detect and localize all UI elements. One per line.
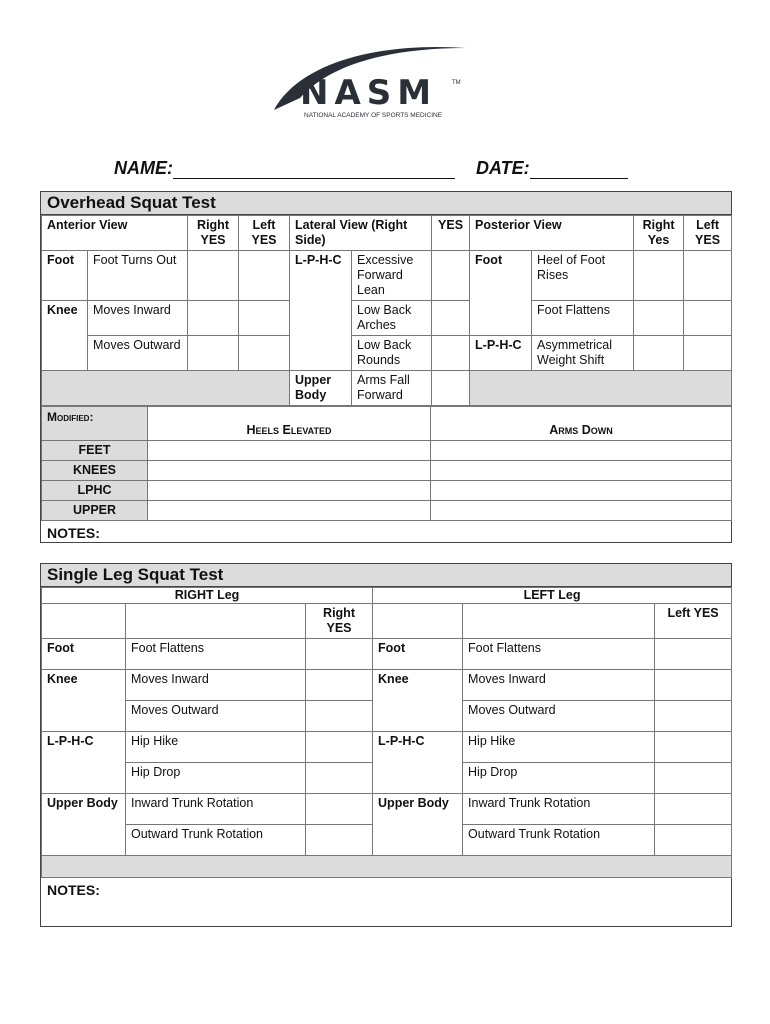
anterior-knee-item: Moves Outward bbox=[88, 336, 188, 371]
logo-subtitle: NATIONAL ACADEMY OF SPORTS MEDICINE bbox=[304, 112, 443, 119]
checkbox-cell[interactable] bbox=[432, 301, 470, 336]
modified-row-lphc: LPHC bbox=[42, 481, 148, 501]
modified-row-feet: FEET bbox=[42, 441, 148, 461]
name-label: NAME: bbox=[114, 158, 173, 178]
checkbox-cell[interactable] bbox=[239, 336, 290, 371]
right-item: Moves Inward bbox=[126, 670, 306, 701]
checkbox-cell[interactable] bbox=[432, 251, 470, 301]
lateral-lphc-item: Low Back Arches bbox=[352, 301, 432, 336]
left-region-knee: Knee bbox=[373, 670, 463, 732]
anterior-view-header: Anterior View bbox=[42, 216, 188, 251]
checkbox-cell[interactable] bbox=[655, 794, 732, 825]
sls-blank-row bbox=[42, 856, 732, 878]
posterior-view-header: Posterior View bbox=[470, 216, 634, 251]
lateral-lphc-label: L-P-H-C bbox=[290, 251, 352, 371]
checkbox-cell[interactable] bbox=[655, 732, 732, 763]
checkbox-cell[interactable] bbox=[306, 732, 373, 763]
checkbox-cell[interactable] bbox=[655, 825, 732, 856]
right-item: Inward Trunk Rotation bbox=[126, 794, 306, 825]
right-leg-header: RIGHT Leg bbox=[42, 588, 373, 604]
checkbox-cell[interactable] bbox=[239, 301, 290, 336]
checkbox-cell[interactable] bbox=[684, 336, 732, 371]
checkbox-cell[interactable] bbox=[634, 336, 684, 371]
sls-notes-label: NOTES: bbox=[47, 882, 100, 898]
checkbox-cell[interactable] bbox=[188, 336, 239, 371]
ohs-table bbox=[41, 215, 732, 406]
single-leg-squat-section bbox=[40, 563, 732, 927]
checkbox-cell[interactable] bbox=[188, 251, 239, 301]
left-item: Inward Trunk Rotation bbox=[463, 794, 655, 825]
overhead-squat-section bbox=[40, 191, 732, 543]
left-region-upper-body: Upper Body bbox=[373, 794, 463, 856]
posterior-left-header: Left YES bbox=[684, 216, 732, 251]
entry-cell[interactable] bbox=[148, 501, 431, 521]
left-item: Hip Hike bbox=[463, 732, 655, 763]
checkbox-cell[interactable] bbox=[239, 251, 290, 301]
modified-label: Modified: bbox=[47, 410, 94, 424]
lateral-view-header: Lateral View (Right Side) bbox=[290, 216, 432, 251]
entry-cell[interactable] bbox=[148, 461, 431, 481]
posterior-foot-item: Foot Flattens bbox=[532, 301, 634, 336]
date-line bbox=[476, 158, 628, 179]
anterior-knee-item: Moves Inward bbox=[88, 301, 188, 336]
checkbox-cell[interactable] bbox=[655, 639, 732, 670]
modified-row-upper: UPPER bbox=[42, 501, 148, 521]
checkbox-cell[interactable] bbox=[655, 763, 732, 794]
heels-elevated-header: Heels Elevated bbox=[148, 407, 431, 441]
anterior-foot-label: Foot bbox=[42, 251, 88, 301]
lateral-lphc-item: Low Back Rounds bbox=[352, 336, 432, 371]
checkbox-cell[interactable] bbox=[432, 336, 470, 371]
right-region-lphc: L-P-H-C bbox=[42, 732, 126, 794]
anterior-right-header: Right YES bbox=[188, 216, 239, 251]
posterior-right-header: Right Yes bbox=[634, 216, 684, 251]
modified-table bbox=[41, 406, 732, 521]
entry-cell[interactable] bbox=[431, 441, 732, 461]
left-item: Moves Outward bbox=[463, 701, 655, 732]
right-item: Hip Drop bbox=[126, 763, 306, 794]
left-region-lphc: L-P-H-C bbox=[373, 732, 463, 794]
checkbox-cell[interactable] bbox=[306, 639, 373, 670]
right-yes-header: Right YES bbox=[306, 604, 373, 639]
checkbox-cell[interactable] bbox=[306, 670, 373, 701]
checkbox-cell[interactable] bbox=[684, 251, 732, 301]
lateral-upper-label: Upper Body bbox=[290, 371, 352, 406]
anterior-knee-label: Knee bbox=[42, 301, 88, 371]
posterior-lphc-label: L-P-H-C bbox=[470, 336, 532, 371]
entry-cell[interactable] bbox=[431, 501, 732, 521]
checkbox-cell[interactable] bbox=[684, 301, 732, 336]
lateral-upper-item: Arms Fall Forward bbox=[352, 371, 432, 406]
entry-cell[interactable] bbox=[148, 441, 431, 461]
checkbox-cell[interactable] bbox=[655, 670, 732, 701]
nasm-logo bbox=[270, 42, 470, 122]
ohs-notes-label: NOTES: bbox=[47, 525, 100, 541]
date-label: DATE: bbox=[476, 158, 530, 178]
right-item: Hip Hike bbox=[126, 732, 306, 763]
ohs-title: Overhead Squat Test bbox=[41, 192, 731, 215]
left-region-foot: Foot bbox=[373, 639, 463, 670]
anterior-blank-row bbox=[42, 371, 290, 406]
name-line bbox=[114, 158, 455, 179]
right-item: Moves Outward bbox=[126, 701, 306, 732]
checkbox-cell[interactable] bbox=[655, 701, 732, 732]
checkbox-cell[interactable] bbox=[306, 763, 373, 794]
checkbox-cell[interactable] bbox=[188, 301, 239, 336]
checkbox-cell[interactable] bbox=[634, 301, 684, 336]
lateral-yes-header: YES bbox=[432, 216, 470, 251]
posterior-lphc-item: Asymmetrical Weight Shift bbox=[532, 336, 634, 371]
date-field[interactable] bbox=[530, 158, 628, 179]
left-yes-header: Left YES bbox=[655, 604, 732, 639]
name-field[interactable] bbox=[173, 158, 455, 179]
anterior-foot-item: Foot Turns Out bbox=[88, 251, 188, 301]
anterior-left-header: Left YES bbox=[239, 216, 290, 251]
posterior-foot-item: Heel of Foot Rises bbox=[532, 251, 634, 301]
checkbox-cell[interactable] bbox=[306, 794, 373, 825]
right-region-foot: Foot bbox=[42, 639, 126, 670]
lateral-lphc-item: Excessive Forward Lean bbox=[352, 251, 432, 301]
left-item: Foot Flattens bbox=[463, 639, 655, 670]
left-item: Outward Trunk Rotation bbox=[463, 825, 655, 856]
right-item: Foot Flattens bbox=[126, 639, 306, 670]
posterior-blank-row bbox=[470, 371, 732, 406]
right-item: Outward Trunk Rotation bbox=[126, 825, 306, 856]
right-region-upper-body: Upper Body bbox=[42, 794, 126, 856]
entry-cell[interactable] bbox=[431, 481, 732, 501]
logo-tm: TM bbox=[452, 80, 461, 86]
sls-table bbox=[41, 587, 732, 878]
posterior-foot-label: Foot bbox=[470, 251, 532, 336]
sls-title: Single Leg Squat Test bbox=[41, 564, 731, 587]
checkbox-cell[interactable] bbox=[432, 371, 470, 406]
checkbox-cell[interactable] bbox=[306, 825, 373, 856]
modified-row-knees: KNEES bbox=[42, 461, 148, 481]
left-leg-header: LEFT Leg bbox=[373, 588, 732, 604]
entry-cell[interactable] bbox=[148, 481, 431, 501]
left-item: Hip Drop bbox=[463, 763, 655, 794]
left-item: Moves Inward bbox=[463, 670, 655, 701]
right-region-knee: Knee bbox=[42, 670, 126, 732]
logo-text: NASM bbox=[300, 73, 438, 113]
entry-cell[interactable] bbox=[431, 461, 732, 481]
checkbox-cell[interactable] bbox=[306, 701, 373, 732]
arms-down-header: Arms Down bbox=[431, 407, 732, 441]
checkbox-cell[interactable] bbox=[634, 251, 684, 301]
